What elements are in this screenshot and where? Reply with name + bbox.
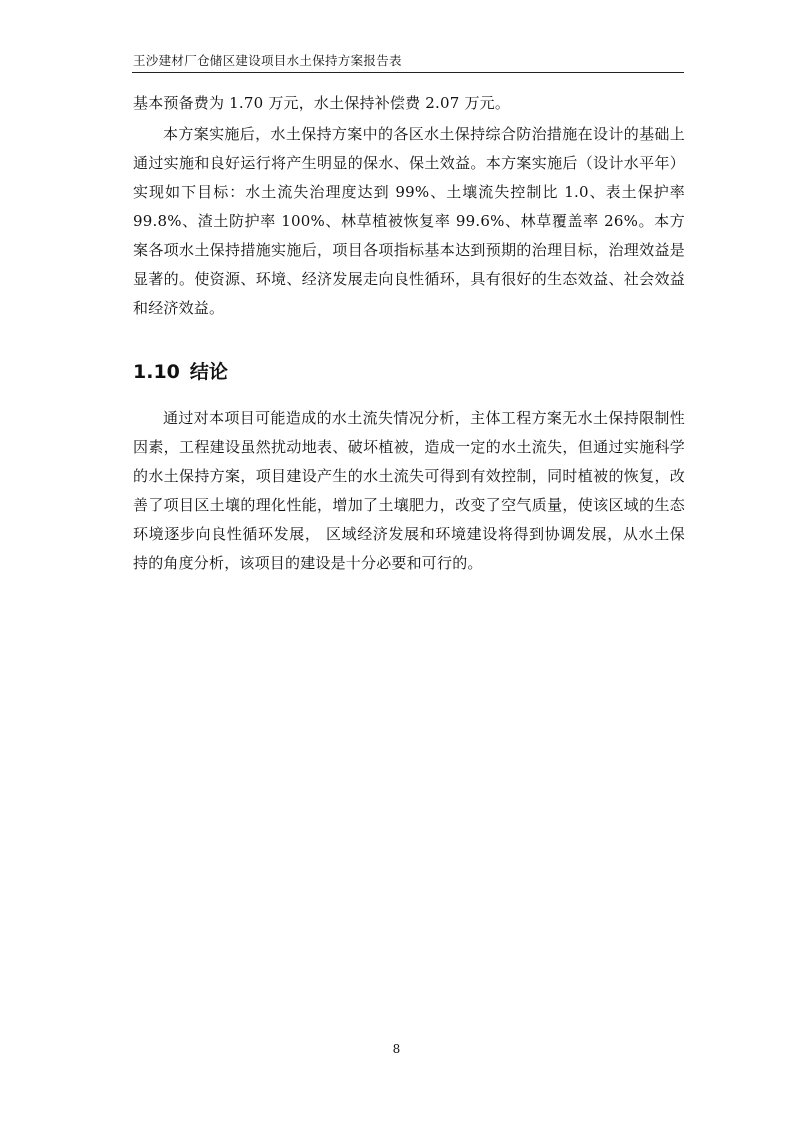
- section-heading: [133, 358, 228, 386]
- section-number: 1.10: [133, 361, 180, 383]
- paragraph-budget: 基本预备费为 1.70 万元，水土保持补偿费 2.07 万元。: [133, 94, 511, 112]
- paragraph-conclusion: 通过对本项目可能造成的水土流失情况分析，主体工程方案无水土保持限制性因素，工程建设虽然扰动地表、破坏植被，造成一定的水土流失，但通过实施科学的水土保持方案，项目建设产生的水土流失可得到有效控制，同时植被的恢复，改善了项目区土壤的理化性能，增加了土壤肥力，改变了空气质量，使该区域的生态环境逐步向良性循环发展， 区域经济发展和环境建设将得到协调发展，从水土保持的角度分析，该项目的建设是十分必要和可行的。: [133, 409, 685, 572]
- paragraph-benefits: 本方案实施后，水土保持方案中的各区水土保持综合防治措施在设计的基础上通过实施和良好运行将产生明显的保水、保土效益。本方案实施后（设计水平年）实现如下目标：水土流失治理度达到 99%、土壤流失控制比 1.0、表土保护率 99.8%、渣土防护率 100%、林草植被恢复率 99.6%、林草覆盖率 26%。本方案各项水土保持措施实施后，项目各项指标基本达到预期的治理目标，治理效益是显著的。使资源、环境、经济发展走向良性循环，具有很好的生态效益、社会效益和经济效益。: [133, 125, 685, 317]
- header-divider: [132, 72, 684, 73]
- running-header: 王沙建材厂仓储区建设项目水土保持方案报告表: [133, 53, 402, 68]
- page-number: 8: [392, 1042, 401, 1056]
- section-title: 结论: [189, 361, 228, 383]
